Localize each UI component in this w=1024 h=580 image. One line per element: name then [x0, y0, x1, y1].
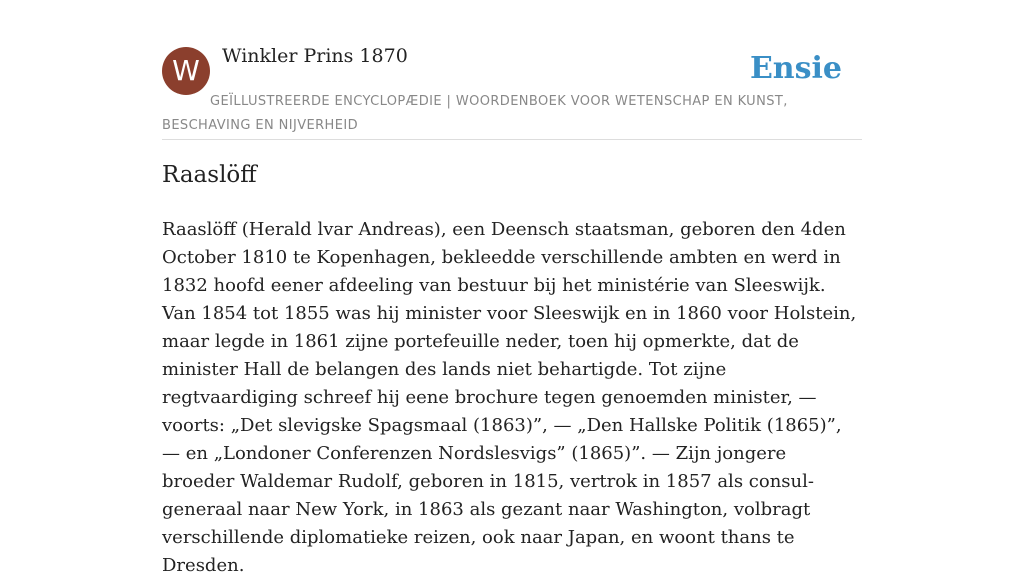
- brand-logo[interactable]: Ensie: [749, 51, 842, 86]
- source-avatar[interactable]: W: [162, 47, 210, 95]
- article-title: Raaslöff: [162, 162, 257, 188]
- source-title[interactable]: Winkler Prins 1870: [222, 45, 408, 67]
- source-subtitle: GEÏLLUSTREERDE ENCYCLOPÆDIE | WOORDENBOEK VOOR WETENSCHAP EN KUNST, BESCHAVING EN NIJVERHEID: [162, 94, 788, 133]
- page-container: [162, 0, 862, 576]
- header: [162, 0, 862, 140]
- article-body: Raaslöff (Herald lvar Andreas), een Deensch staatsman, geboren den 4den October 1810 te Kopenhagen, bekleedde verschillende ambten en werd in 1832 hoofd eener afdeeling van bestuur bij het ministérie van Sleeswijk. Van 1854 tot 1855 was hij minister voor Sleeswijk en in 1860 voor Holstein, maar legde in 1861 zijne portefeuille neder, toen hij opmerkte, dat de minister Hall de belangen des lands niet behartigde. Tot zijne regtvaardiging schreef hij eene brochure tegen genoemden minister, — voorts: „Det slevigske Spagsmaal (1863)”, — „Den Hallske Politik (1865)”, — en „Londoner Conferenzen Nordslesvigs” (1865)”. — Zijn jongere broeder Waldemar Rudolf, geboren in 1815, vertrok in 1857 als consul-generaal naar New York, in 1863 als gezant naar Washington, volbragt verschillende diplomatieke reizen, ook naar Japan, en woont thans te Dresden.: [162, 219, 857, 576]
